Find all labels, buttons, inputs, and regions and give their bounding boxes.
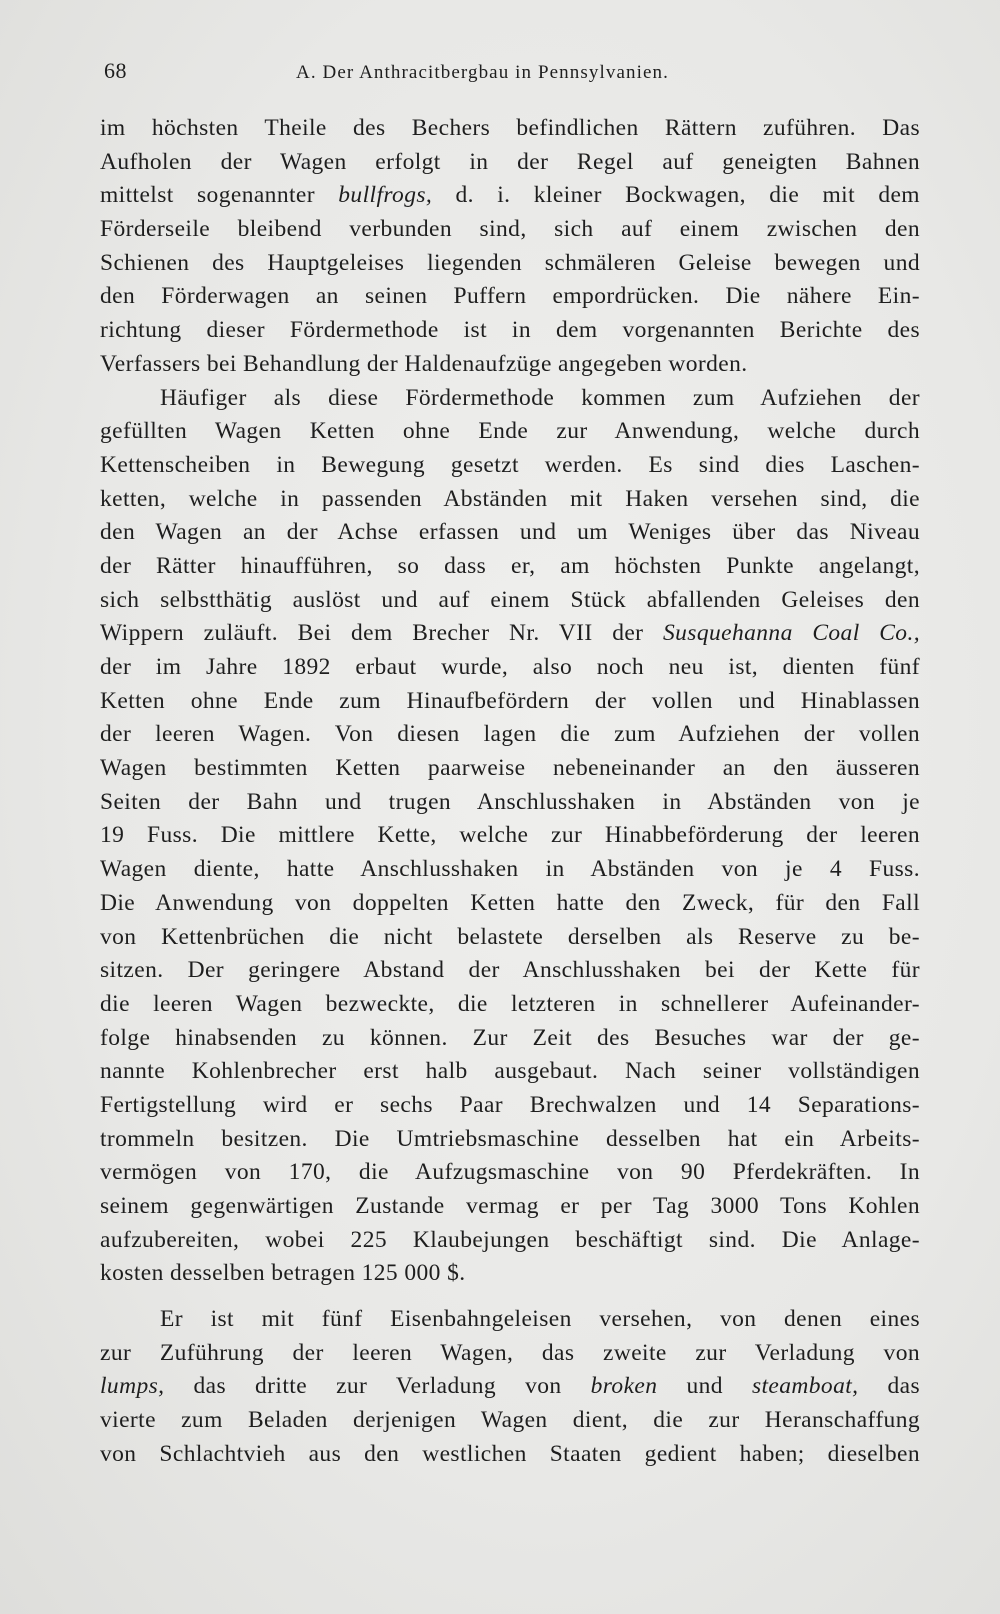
- text-segment: der im Jahre 1892 erbaut wurde, also noch neu ist, dienten fünf: [100, 654, 920, 680]
- text-line: [100, 483, 920, 517]
- text-segment: Wagen diente, hatte Anschlusshaken in Abständen von je 4 Fuss.: [100, 856, 920, 883]
- text-segment: gefüllten Wagen Ketten ohne Ende zur Anwendung, welche durch: [100, 418, 920, 445]
- text-line: [100, 247, 920, 281]
- text-segment: Seiten der Bahn und trugen Anschlusshaken in Abständen von je: [100, 788, 920, 815]
- text-segment: aufzubereiten, wobei 225 Klaubejungen beschäftigt sind. Die Anlage-: [100, 1226, 920, 1253]
- text-line: [100, 1370, 920, 1404]
- text-line: [100, 280, 920, 314]
- text-line: [100, 179, 920, 213]
- text-line: [100, 1337, 920, 1371]
- text-line: [100, 1156, 920, 1190]
- text-segment: d. i. kleiner Bockwagen, die mit dem: [432, 182, 920, 209]
- text-segment: von Kettenbrüchen die nicht belastete derselben als Reserve zu be-: [100, 923, 920, 950]
- text-line: [100, 449, 920, 483]
- text-line: [100, 617, 920, 651]
- text-segment: sich selbstthätig auslöst und auf einem Stück abfallenden Geleises den: [100, 586, 920, 613]
- text-segment: im höchsten Theile des Bechers befindlichen Rättern zuführen. Das: [100, 115, 920, 141]
- text-line: [100, 112, 920, 146]
- text-segment: Wippern zuläuft. Bei dem Brecher Nr. VII der: [100, 620, 663, 647]
- text-line: [100, 1438, 920, 1472]
- text-segment: Ketten ohne Ende zum Hinaufbefördern der vollen und Hinablassen: [100, 687, 920, 714]
- text-segment: mittelst sogenannter: [100, 182, 339, 209]
- text-segment: zur Zuführung der leeren Wagen, das zweite zur Verladung von: [100, 1339, 920, 1366]
- text-segment: den Wagen an der Achse erfassen und um Weniges über das Niveau: [100, 519, 920, 546]
- text-line: [100, 887, 920, 921]
- text-segment: Wagen bestimmten Ketten paarweise nebeneinander an den äusseren: [100, 755, 920, 782]
- text-segment: ketten, welche in passenden Abständen mit Haken versehen sind, die: [100, 485, 920, 512]
- text-line: [100, 988, 920, 1022]
- text-line: [100, 1089, 920, 1123]
- text-line: [100, 1055, 920, 1089]
- text-segment: Fertigstellung wird er sechs Paar Brechwalzen und 14 Separations-: [100, 1091, 920, 1118]
- text-line: [100, 752, 920, 786]
- text-segment: Aufholen der Wagen erfolgt in der Regel auf geneigten Bahnen: [100, 148, 920, 175]
- text-segment: das: [858, 1373, 920, 1400]
- text-line: [100, 1123, 920, 1157]
- text-segment: folge hinabsenden zu können. Zur Zeit des Besuches war der ge-: [100, 1024, 920, 1051]
- running-head: A. Der Anthracitbergbau in Pennsylvanien.: [296, 62, 669, 83]
- text-segment: vierte zum Beladen derjenigen Wagen dient, die zur Heranschaffung: [100, 1407, 920, 1434]
- text-segment: Kettenscheiben in Bewegung gesetzt werden. Es sind dies Laschen-: [100, 451, 920, 478]
- text-segment: kosten desselben betragen 125 000 $.: [100, 1260, 466, 1287]
- text-line: [100, 786, 920, 820]
- text-segment: 19 Fuss. Die mittlere Kette, welche zur Hinabbeförderung der leeren: [100, 822, 920, 849]
- text-line: [100, 718, 920, 752]
- text-line: [100, 415, 920, 449]
- page-number: 68: [104, 58, 127, 83]
- italic-term: lumps,: [100, 1373, 165, 1400]
- text-line: [100, 819, 920, 853]
- page-header: [104, 58, 916, 88]
- text-line: [100, 146, 920, 180]
- text-segment: Verfassers bei Behandlung der Haldenaufzüge angegeben worden.: [100, 350, 748, 377]
- text-line: [100, 1224, 920, 1258]
- text-line: [100, 921, 920, 955]
- text-segment: das dritte zur Verladung von: [164, 1373, 591, 1400]
- text-line: [100, 1022, 920, 1056]
- italic-term: bullfrogs,: [338, 182, 433, 209]
- text-segment: der Rätter hinaufführen, so dass er, am höchsten Punkte angelangt,: [100, 552, 920, 579]
- text-segment: der leeren Wagen. Von diesen lagen die zum Aufziehen der vollen: [100, 721, 920, 748]
- text-line: [100, 516, 920, 550]
- text-segment: die leeren Wagen bezweckte, die letzteren in schnellerer Aufeinander-: [100, 990, 920, 1017]
- text-segment: Er ist mit fünf Eisenbahngeleisen versehen, von denen eines: [160, 1306, 920, 1333]
- text-line: [100, 550, 920, 584]
- text-line: [100, 314, 920, 348]
- text-line: [100, 1257, 920, 1291]
- text-segment: Schienen des Hauptgeleises liegenden schmäleren Geleise bewegen und: [100, 249, 920, 276]
- text-segment: Die Anwendung von doppelten Ketten hatte den Zweck, für den Fall: [100, 889, 920, 916]
- text-segment: von Schlachtvieh aus den westlichen Staaten gedient haben; dieselben: [100, 1440, 920, 1467]
- text-line: [100, 685, 920, 719]
- text-line: [100, 584, 920, 618]
- text-segment: nannte Kohlenbrecher erst halb ausgebaut. Nach seiner vollständigen: [100, 1058, 920, 1085]
- text-line: [100, 348, 920, 382]
- text-line: [100, 651, 920, 685]
- italic-term: broken: [590, 1373, 658, 1400]
- text-segment: trommeln besitzen. Die Umtriebsmaschine desselben hat ein Arbeits-: [100, 1125, 920, 1152]
- text-line: [100, 213, 920, 247]
- text-line: [100, 853, 920, 887]
- text-segment: richtung dieser Fördermethode ist in dem vorgenannten Berichte des: [100, 317, 920, 344]
- text-segment: sitzen. Der geringere Abstand der Anschlusshaken bei der Kette für: [100, 957, 920, 984]
- text-line: [100, 382, 920, 416]
- text-segment: Häufiger als diese Fördermethode kommen zum Aufziehen der: [160, 384, 920, 411]
- text-segment: den Förderwagen an seinen Puffern empordrücken. Die nähere Ein-: [100, 283, 920, 310]
- body-text: [100, 112, 920, 1472]
- italic-term: Susquehanna Coal Co.,: [663, 620, 920, 647]
- text-segment: Förderseile bleibend verbunden sind, sich auf einem zwischen den: [100, 216, 920, 243]
- text-line: [100, 954, 920, 988]
- text-line: [100, 1404, 920, 1438]
- text-segment: und: [657, 1373, 752, 1400]
- text-line: [100, 1190, 920, 1224]
- text-line: [100, 1303, 920, 1337]
- text-segment: vermögen von 170, die Aufzugsmaschine von 90 Pferdekräften. In: [100, 1159, 920, 1186]
- italic-term: steamboat,: [751, 1373, 859, 1400]
- text-segment: seinem gegenwärtigen Zustande vermag er per Tag 3000 Tons Kohlen: [100, 1193, 920, 1219]
